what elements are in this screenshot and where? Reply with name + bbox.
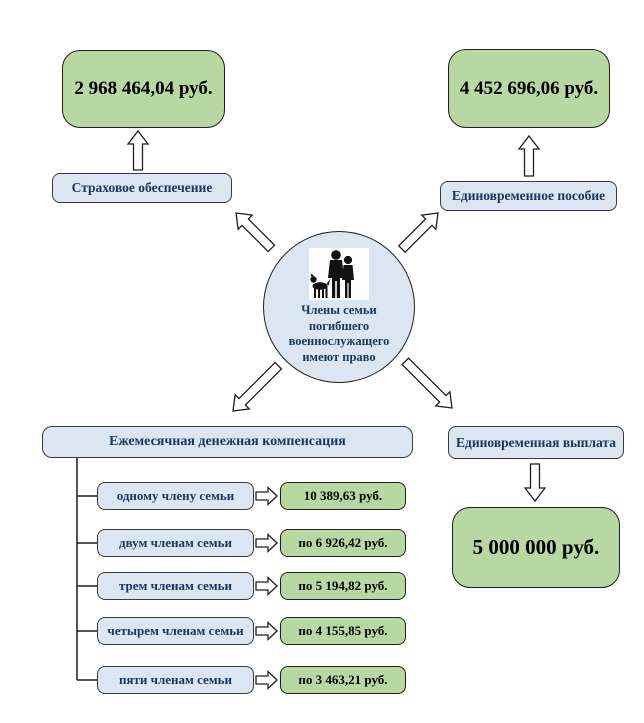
one-time-payment-label-box <box>448 426 624 459</box>
row-value: по 5 194,82 руб. <box>298 578 388 593</box>
hollow-right-arrow-icon <box>255 575 279 597</box>
insurance-amount-box <box>62 50 225 128</box>
diagonal-arrow-lower-right <box>398 354 459 415</box>
row-label: одному члену семьи <box>116 488 235 503</box>
row-label: трем членам семьи <box>118 578 233 593</box>
center-line-2: погибшего <box>308 318 370 333</box>
one-time-payment-amount-box <box>452 507 620 588</box>
row-value: по 4 155,85 руб. <box>298 623 388 638</box>
monthly-compensation-title: Ежемесячная денежная компенсация <box>109 434 346 449</box>
monthly-compensation-header <box>42 426 413 458</box>
hollow-right-arrow-icon <box>255 485 279 507</box>
compensation-row <box>0 666 644 694</box>
compensation-row <box>0 617 644 645</box>
hollow-right-arrow-icon <box>255 532 279 554</box>
row-value: 10 389,63 руб. <box>303 488 383 503</box>
row-label-box <box>97 666 254 694</box>
row-label: двум членам семьи <box>119 535 232 550</box>
row-value: по 6 926,42 руб. <box>298 535 388 550</box>
one-time-payment-amount: 5 000 000 руб. <box>472 535 600 559</box>
row-value-box <box>280 482 406 510</box>
family-silhouette-icon <box>309 248 369 300</box>
one-time-payment-label: Единовременная выплата <box>456 434 616 450</box>
hollow-right-arrow-icon <box>255 620 279 642</box>
center-line-3: военнослужащего <box>288 334 390 348</box>
hollow-right-arrow-icon <box>255 669 279 691</box>
row-value-box <box>280 572 406 600</box>
lump-benefit-amount-box <box>448 49 610 128</box>
row-label-box <box>97 482 254 510</box>
lump-benefit-label: Единовременное пособие <box>451 188 606 203</box>
insurance-label: Страховое обеспечение <box>71 180 213 195</box>
row-label: пяти членам семьи <box>118 672 233 687</box>
insurance-amount: 2 968 464,04 руб. <box>74 78 213 99</box>
row-value-box <box>280 617 406 645</box>
lump-benefit-label-box <box>440 181 617 211</box>
diagonal-arrow-lower-left <box>226 359 285 418</box>
lump-benefit-amount: 4 452 696,06 руб. <box>459 77 599 99</box>
compensation-row <box>0 482 644 510</box>
row-value-box <box>280 666 406 694</box>
diagonal-arrow-upper-left <box>229 206 278 255</box>
center-circle <box>263 231 415 383</box>
diagonal-arrow-upper-right <box>395 206 445 256</box>
insurance-label-box <box>52 173 232 203</box>
row-label-box <box>97 617 254 645</box>
row-value-box <box>280 529 406 557</box>
row-label: четырем членам семьи <box>107 623 244 638</box>
center-circle-text <box>289 303 390 365</box>
center-line-1: Члены семьи <box>301 303 377 317</box>
up-arrow-insurance <box>128 131 148 170</box>
row-label-box <box>97 572 254 600</box>
row-label-box <box>97 529 254 557</box>
up-arrow-lump-benefit <box>519 136 539 176</box>
center-line-4: имеют право <box>302 349 376 364</box>
row-value: по 3 463,21 руб. <box>298 672 388 687</box>
